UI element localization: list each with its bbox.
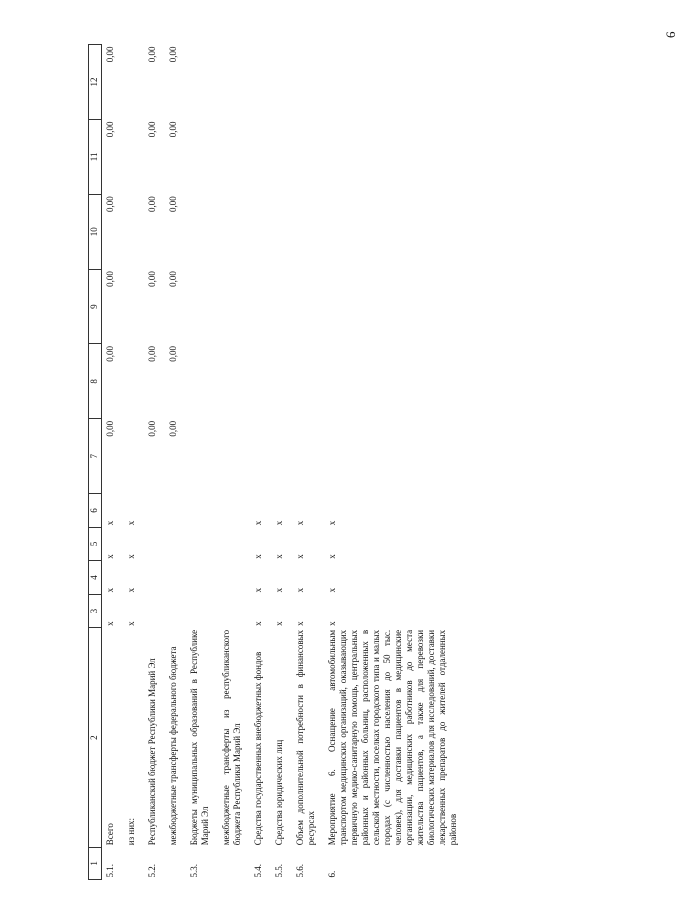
row-name: Бюджеты муниципальных образований в Республике Марий Эл xyxy=(189,629,210,846)
cell-col-6: x xyxy=(274,520,284,526)
row-number: 5.4. xyxy=(253,864,263,878)
cell-col-12 xyxy=(189,45,221,120)
cell-col-10: 0,00 xyxy=(168,196,178,213)
cell-col-6: x xyxy=(295,520,305,526)
column-header-10: 10 xyxy=(89,194,102,269)
cell-col-3: x xyxy=(126,621,136,626)
cell-col-6 xyxy=(168,494,189,528)
table-row xyxy=(168,45,189,880)
cell-col-12: 0,00 xyxy=(105,46,115,63)
column-header-6: 6 xyxy=(89,494,102,528)
column-header-12: 12 xyxy=(89,45,102,120)
table-row xyxy=(221,45,253,880)
cell-col-5: x xyxy=(274,554,284,559)
cell-col-8 xyxy=(253,344,274,419)
cell-col-9: 0,00 xyxy=(147,271,157,287)
row-number: 5.5. xyxy=(274,864,284,878)
cell-col-3: x xyxy=(274,621,284,626)
cell-col-6: x xyxy=(126,520,136,526)
cell-col-10 xyxy=(295,194,327,269)
table-row xyxy=(327,45,469,880)
row-number: 5.3. xyxy=(189,864,199,878)
page-number: 6 xyxy=(663,31,678,38)
cell-col-11 xyxy=(253,119,274,194)
row-number xyxy=(168,847,189,879)
column-header-8: 8 xyxy=(89,344,102,419)
column-header-3: 3 xyxy=(89,594,102,628)
table-row xyxy=(295,45,327,880)
cell-col-7 xyxy=(126,419,147,494)
column-header-5: 5 xyxy=(89,527,102,561)
cell-col-4: x xyxy=(295,587,305,593)
cell-col-11 xyxy=(189,119,221,194)
cell-col-5 xyxy=(168,527,189,561)
table-header xyxy=(89,45,102,880)
row-name: Мероприятие 6. Оснащение автомобильным транспортом медицинских организаций, оказывающих первичную медико-санитарную помощь, центральных районных и районных больниц, расположенных в сельской местности, поселках городского типа и малых городах (с численностью населения до 50 тыс. человек), для доставки пациентов в медицинские организации, медицинских работников до места жительства пациентов, а также для перевозки биологических материалов для исследований, доставки лекарственных препаратов до жителей отдаленных районов xyxy=(327,629,458,846)
cell-col-10: 0,00 xyxy=(147,196,157,213)
cell-col-8: 0,00 xyxy=(147,345,157,362)
row-number xyxy=(221,847,253,879)
cell-col-12 xyxy=(295,45,327,120)
cell-col-11 xyxy=(295,119,327,194)
cell-col-6: x xyxy=(327,520,337,526)
cell-col-4: x xyxy=(105,587,115,593)
cell-col-10 xyxy=(126,194,147,269)
cell-col-11 xyxy=(274,119,295,194)
cell-col-9 xyxy=(327,269,469,344)
row-name: Средства государственных внебюджетных фондов xyxy=(253,651,263,846)
row-name: межбюджетные трансферты федерального бюджета xyxy=(168,646,178,846)
cell-col-10 xyxy=(274,194,295,269)
cell-col-10 xyxy=(253,194,274,269)
row-number: 6. xyxy=(327,870,337,878)
row-number: 5.1. xyxy=(105,864,115,878)
cell-col-11: 0,00 xyxy=(168,121,178,138)
row-number: 5.6. xyxy=(295,864,305,878)
cell-col-4: x xyxy=(274,587,284,593)
cell-col-6: x xyxy=(253,520,263,526)
cell-col-12 xyxy=(274,45,295,120)
row-name: Республиканский бюджет Республики Марий Эл xyxy=(147,658,157,846)
cell-col-4 xyxy=(221,561,253,595)
table-row xyxy=(253,45,274,880)
cell-col-6 xyxy=(189,494,221,528)
column-header-11: 11 xyxy=(89,119,102,194)
cell-col-6: x xyxy=(105,520,115,526)
cell-col-4 xyxy=(147,561,168,595)
rotated-table-wrapper xyxy=(88,44,568,880)
cell-col-11: 0,00 xyxy=(147,121,157,138)
cell-col-8 xyxy=(327,344,469,419)
cell-col-3 xyxy=(168,594,189,628)
cell-col-12 xyxy=(327,45,469,120)
row-name: из них: xyxy=(126,817,136,846)
row-name: Всего xyxy=(105,823,115,846)
budget-table xyxy=(88,44,469,880)
cell-col-12: 0,00 xyxy=(168,46,178,63)
cell-col-4 xyxy=(189,561,221,595)
table-row xyxy=(147,45,168,880)
cell-col-5 xyxy=(221,527,253,561)
cell-col-9 xyxy=(126,269,147,344)
cell-col-7 xyxy=(327,419,469,494)
cell-col-8 xyxy=(295,344,327,419)
cell-col-7 xyxy=(274,419,295,494)
cell-col-5: x xyxy=(126,554,136,559)
cell-col-3: x xyxy=(253,621,263,626)
cell-col-5 xyxy=(147,527,168,561)
column-header-2: 2 xyxy=(89,628,102,847)
cell-col-12: 0,00 xyxy=(147,46,157,63)
cell-col-6 xyxy=(147,494,168,528)
cell-col-5 xyxy=(189,527,221,561)
cell-col-11 xyxy=(221,119,253,194)
cell-col-5: x xyxy=(253,554,263,559)
cell-col-7: 0,00 xyxy=(168,420,178,437)
cell-col-9 xyxy=(221,269,253,344)
cell-col-7 xyxy=(221,419,253,494)
table-row xyxy=(102,45,127,880)
column-header-9: 9 xyxy=(89,269,102,344)
cell-col-5: x xyxy=(295,554,305,559)
row-number xyxy=(126,847,147,879)
table-row xyxy=(189,45,221,880)
cell-col-12 xyxy=(126,45,147,120)
cell-col-8 xyxy=(126,344,147,419)
cell-col-7: 0,00 xyxy=(147,420,157,437)
cell-col-3: x xyxy=(327,621,337,626)
cell-col-3 xyxy=(189,594,221,628)
cell-col-9: 0,00 xyxy=(105,271,115,287)
cell-col-3: x xyxy=(105,621,115,626)
row-number: 5.2. xyxy=(147,864,157,878)
cell-col-4 xyxy=(168,561,189,595)
table-row xyxy=(274,45,295,880)
cell-col-8: 0,00 xyxy=(105,345,115,362)
cell-col-9 xyxy=(189,269,221,344)
cell-col-10 xyxy=(189,194,221,269)
cell-col-7: 0,00 xyxy=(105,420,115,437)
column-header-1: 1 xyxy=(89,847,102,879)
cell-col-6 xyxy=(221,494,253,528)
cell-col-9: 0,00 xyxy=(168,271,178,287)
cell-col-8 xyxy=(221,344,253,419)
cell-col-9 xyxy=(253,269,274,344)
column-header-4: 4 xyxy=(89,561,102,595)
cell-col-7 xyxy=(295,419,327,494)
cell-col-4: x xyxy=(126,587,136,593)
table-row xyxy=(126,45,147,880)
cell-col-7 xyxy=(253,419,274,494)
cell-col-3: x xyxy=(295,621,305,626)
column-header-7: 7 xyxy=(89,419,102,494)
cell-col-12 xyxy=(221,45,253,120)
cell-col-4: x xyxy=(253,587,263,593)
cell-col-9 xyxy=(274,269,295,344)
cell-col-10 xyxy=(221,194,253,269)
cell-col-9 xyxy=(295,269,327,344)
cell-col-11 xyxy=(126,119,147,194)
cell-col-8: 0,00 xyxy=(168,345,178,362)
row-name: межбюджетные трансферты из республиканского бюджета Республики Марий Эл xyxy=(221,629,242,846)
cell-col-10 xyxy=(327,194,469,269)
cell-col-5: x xyxy=(105,554,115,559)
header-row xyxy=(89,45,102,880)
cell-col-8 xyxy=(274,344,295,419)
cell-col-11 xyxy=(327,119,469,194)
cell-col-3 xyxy=(221,594,253,628)
table-body xyxy=(102,45,470,880)
cell-col-12 xyxy=(253,45,274,120)
cell-col-4: x xyxy=(327,587,337,593)
row-name: Объем дополнительной потребности в финансовых ресурсах xyxy=(295,629,316,846)
row-name: Средства юридических лиц xyxy=(274,739,284,846)
cell-col-5: x xyxy=(327,554,337,559)
cell-col-3 xyxy=(147,594,168,628)
cell-col-11: 0,00 xyxy=(105,121,115,138)
cell-col-7 xyxy=(189,419,221,494)
cell-col-8 xyxy=(189,344,221,419)
cell-col-10: 0,00 xyxy=(105,196,115,213)
